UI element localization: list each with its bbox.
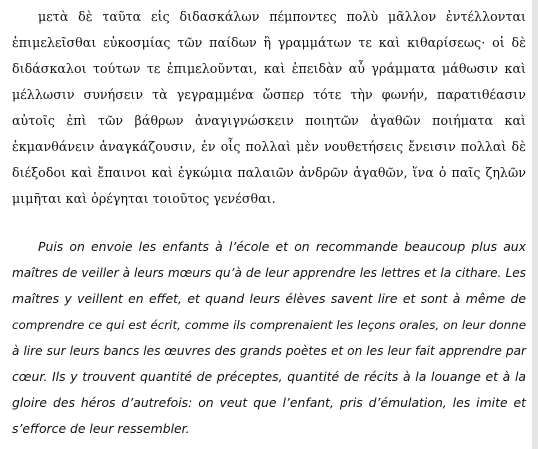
french-translation-paragraph	[12, 234, 526, 442]
greek-line: μέλλωσιν συνήσειν τὰ γεγραμμένα ὥσπερ τότε τὴν φωνήν, παρατιθέασιν	[12, 87, 526, 102]
french-line: Puis on envoie les enfants à l’école et on recommande beaucoup plus aux	[38, 239, 526, 254]
greek-line: ἐκμανθάνειν ἀναγκάζουσιν, ἐν οἷς πολλαὶ μὲν νουθετήσεις ἔνεισιν πολλαὶ δὲ	[12, 139, 526, 154]
greek-line: διδάσκαλοι τούτων τε ἐπιμελοῦνται, καὶ ἐπειδὰν αὖ γράμματα μάθωσιν καὶ	[12, 61, 526, 76]
page-edge-shadow	[532, 0, 538, 449]
greek-line: ἐπιμελεῖσθαι εὐκοσμίας τῶν παίδων ἢ γραμμάτων τε καὶ κιθαρίσεως· οἱ δὲ	[12, 35, 526, 50]
greek-line: αὐτοῖς ἐπὶ τῶν βάθρων ἀναγιγνώσκειν ποιητῶν ἀγαθῶν ποιήματα καὶ	[12, 113, 526, 128]
french-line: cœur. Ils y trouvent quantité de préceptes, quantité de récits à la louange et à la	[12, 369, 526, 384]
french-line: s’efforce de leur ressembler.	[12, 421, 190, 436]
greek-text-paragraph	[12, 4, 526, 212]
greek-line: μιμῆται καὶ ὀρέγηται τοιοῦτος γενέσθαι.	[12, 191, 276, 206]
french-line: maîtres de veiller à leurs mœurs qu’à de leur apprendre les lettres et la cithare. Les	[12, 266, 526, 280]
greek-line: διέξοδοι καὶ ἔπαινοι καὶ ἐγκώμια παλαιῶν ἀνδρῶν ἀγαθῶν, ἵνα ὁ παῖς ζηλῶν	[12, 165, 526, 180]
french-line: comprendre ce qui est écrit, comme ils comprenaient les leçons orales, on leur donne	[12, 318, 526, 332]
french-line: gloire des héros d’autrefois: on veut que l’enfant, pris d’émulation, les imite et	[12, 395, 526, 410]
french-line: à lire sur leurs bancs les œuvres des grands poètes et on les leur fait apprendre par	[12, 344, 526, 358]
greek-line: μετὰ δὲ ταῦτα εἰς διδασκάλων πέμποντες πολὺ μᾶλλον ἐντέλλονται	[38, 9, 526, 24]
french-line: maîtres y veillent en effet, et quand leurs élèves savent lire et sont à même de	[12, 291, 526, 306]
